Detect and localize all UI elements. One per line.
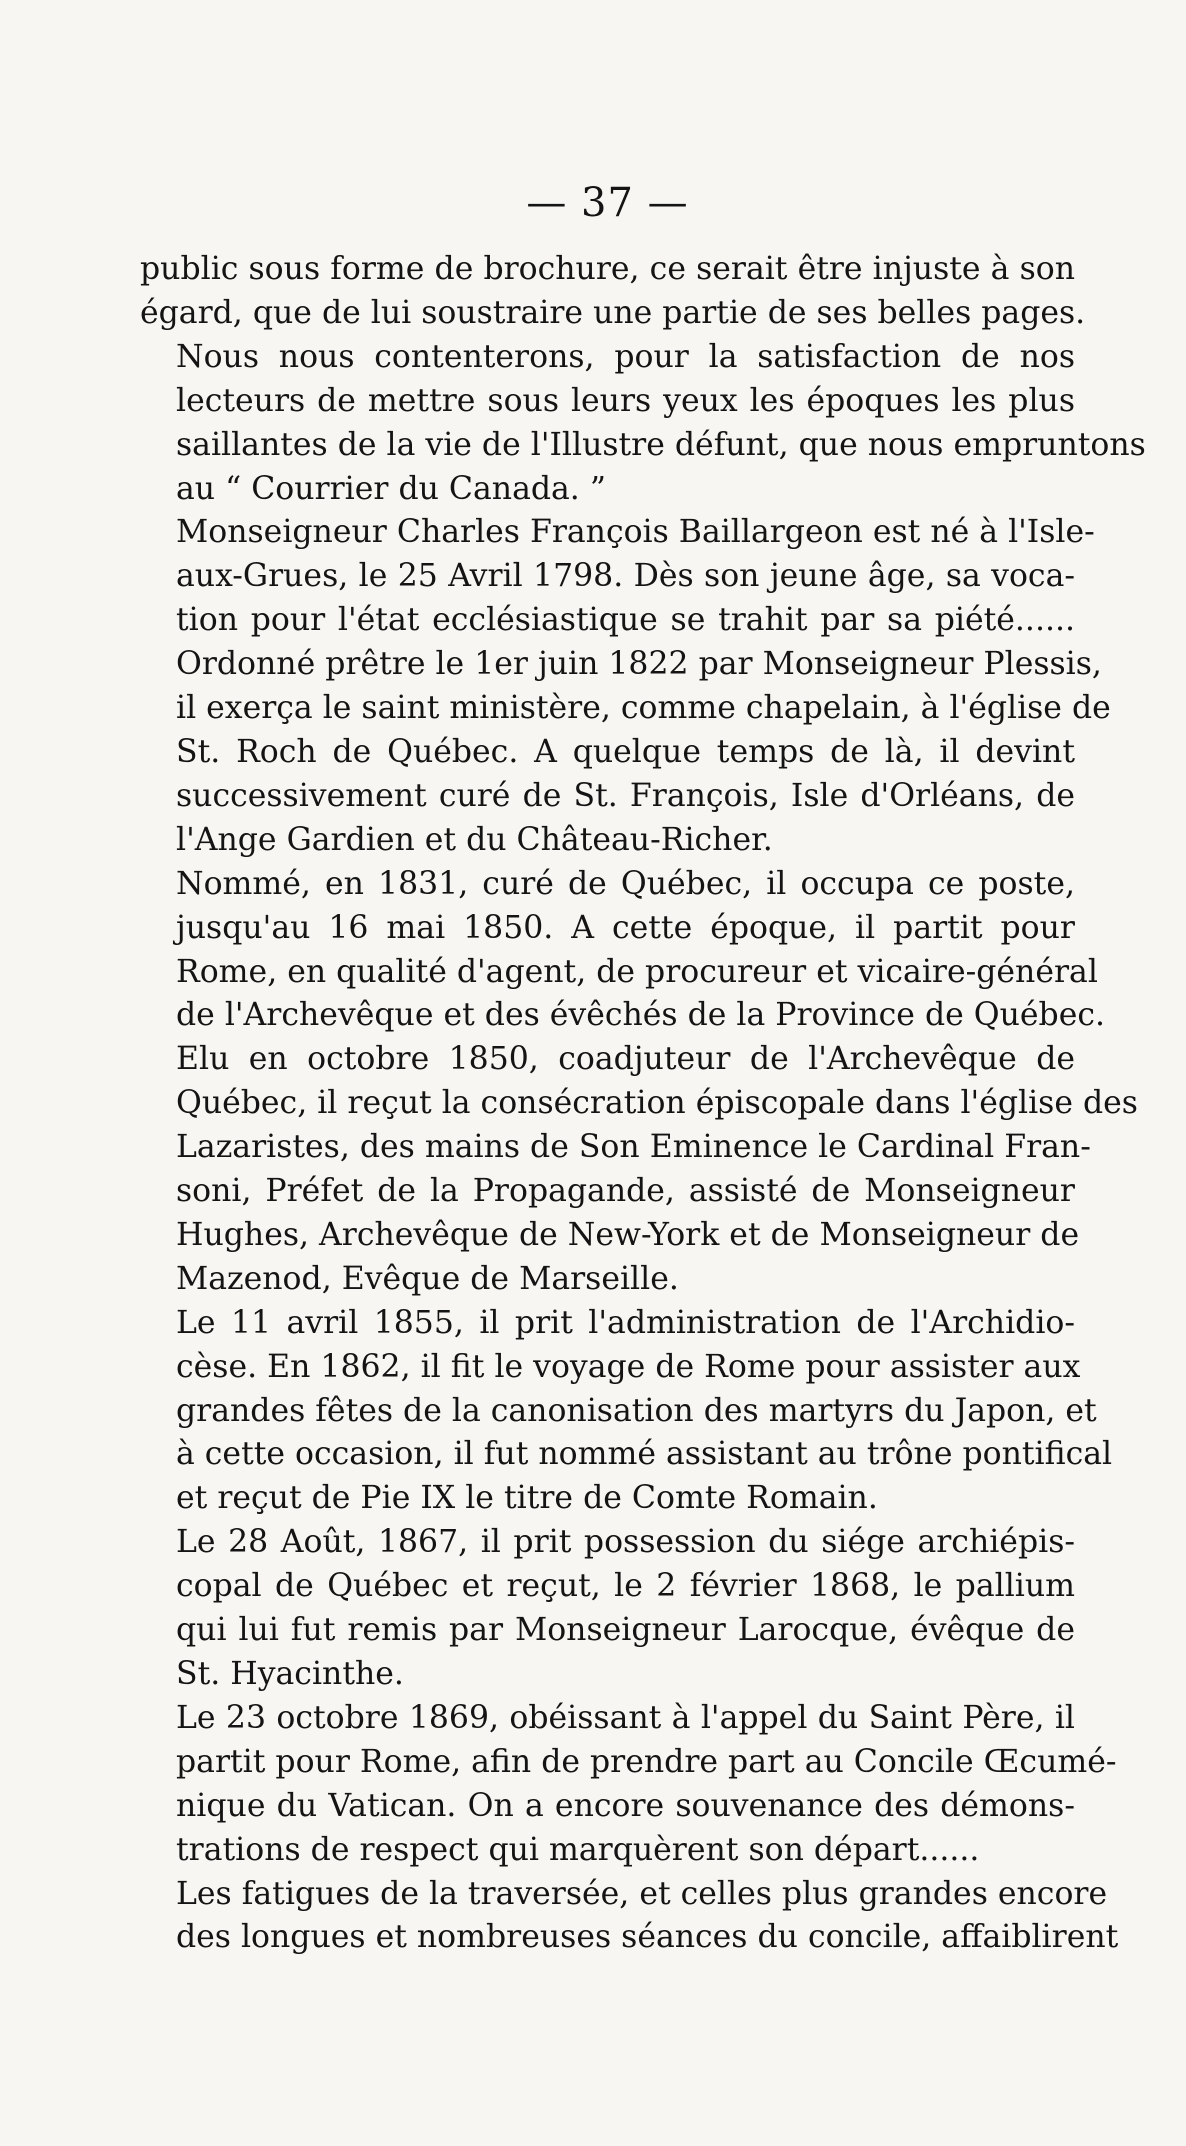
text-line: jusqu'au 16 mai 1850. A cette époque, il partit pour bbox=[176, 909, 1075, 946]
text-line: de l'Archevêque et des évêchés de la Province de Québec. bbox=[176, 997, 1105, 1034]
text-line: grandes fêtes de la canonisation des martyrs du Japon, et bbox=[176, 1392, 1097, 1429]
text-line: partit pour Rome, afin de prendre part au Concile Œcumé- bbox=[176, 1743, 1117, 1780]
text-line: lecteurs de mettre sous leurs yeux les époques les plus bbox=[176, 382, 1075, 419]
text-line: tion pour l'état ecclésiastique se trahit par sa piété...... bbox=[176, 602, 1075, 639]
paragraph-vatican-council bbox=[140, 1697, 1117, 1873]
paragraph-pallium bbox=[140, 1521, 1075, 1697]
text-line: Le 11 avril 1855, il prit l'administration de l'Archidio- bbox=[176, 1304, 1075, 1341]
text-line: Le 23 octobre 1869, obéissant à l'appel du Saint Père, il bbox=[176, 1699, 1075, 1736]
book-page bbox=[140, 180, 1146, 1960]
text-line: successivement curé de St. François, Isle d'Orléans, de bbox=[176, 777, 1075, 814]
paragraph-intro bbox=[140, 336, 1146, 512]
text-line: il exerça le saint ministère, comme chapelain, à l'église de bbox=[176, 690, 1111, 727]
text-line: public sous forme de brochure, ce serait être injuste à son bbox=[140, 251, 1075, 287]
text-line: à cette occasion, il fut nommé assistant au trône pontifical bbox=[176, 1436, 1113, 1473]
paragraph-archdiocese bbox=[140, 1302, 1113, 1522]
text-line: Elu en octobre 1850, coadjuteur de l'Archevêque de bbox=[176, 1041, 1075, 1078]
text-line: nique du Vatican. On a encore souvenance des démons- bbox=[176, 1787, 1075, 1824]
text-line: Ordonné prêtre le 1er juin 1822 par Monseigneur Plessis, bbox=[176, 646, 1102, 683]
text-line: qui lui fut remis par Monseigneur Larocque, évêque de bbox=[176, 1612, 1075, 1649]
text-line: aux-Grues, le 25 Avril 1798. Dès son jeune âge, sa voca- bbox=[176, 558, 1075, 595]
text-line: cèse. En 1862, il fit le voyage de Rome pour assister aux bbox=[176, 1348, 1081, 1385]
text-line: saillantes de la vie de l'Illustre défunt, que nous empruntons bbox=[176, 426, 1146, 463]
paragraph-early-life bbox=[140, 511, 1111, 862]
text-line: Rome, en qualité d'agent, de procureur et vicaire-général bbox=[176, 953, 1098, 990]
text-line: égard, que de lui soustraire une partie de ses belles pages. bbox=[140, 294, 1086, 331]
text-line: Les fatigues de la traversée, et celles plus grandes encore bbox=[176, 1875, 1108, 1912]
text-line: soni, Préfet de la Propagande, assisté de Monseigneur bbox=[176, 1173, 1075, 1210]
text-line: et reçut de Pie IX le titre de Comte Romain. bbox=[176, 1480, 878, 1517]
text-line: au “ Courrier du Canada. ” bbox=[176, 470, 606, 507]
page-number: — 37 — bbox=[526, 180, 689, 226]
text-line: St. Hyacinthe. bbox=[176, 1656, 404, 1692]
text-line: trations de respect qui marquèrent son départ...... bbox=[176, 1831, 980, 1868]
text-line: des longues et nombreuses séances du concile, affaiblirent bbox=[176, 1919, 1119, 1956]
text-line: Lazaristes, des mains de Son Eminence le Cardinal Fran- bbox=[176, 1129, 1091, 1166]
paragraph-fatigue bbox=[140, 1873, 1119, 1961]
text-line: Nommé, en 1831, curé de Québec, il occupa ce poste, bbox=[176, 865, 1075, 902]
paragraph-quebec-cure bbox=[140, 863, 1138, 1302]
text-line: Mazenod, Evêque de Marseille. bbox=[176, 1260, 679, 1297]
text-line: Le 28 Août, 1867, il prit possession du siége archiépis- bbox=[176, 1524, 1075, 1561]
text-line: Monseigneur Charles François Baillargeon est né à l'Isle- bbox=[176, 514, 1095, 551]
text-line: Nous nous contenterons, pour la satisfaction de nos bbox=[176, 338, 1075, 375]
text-line: St. Roch de Québec. A quelque temps de là, il devint bbox=[176, 733, 1075, 770]
text-line: Québec, il reçut la consécration épiscopale dans l'église des bbox=[176, 1085, 1138, 1122]
text-line: l'Ange Gardien et du Château-Richer. bbox=[176, 821, 773, 858]
text-line: copal de Québec et reçut, le 2 février 1868, le pallium bbox=[176, 1568, 1075, 1605]
paragraph-brochure bbox=[140, 248, 1086, 336]
text-line: Hughes, Archevêque de New-York et de Monseigneur de bbox=[176, 1216, 1080, 1253]
